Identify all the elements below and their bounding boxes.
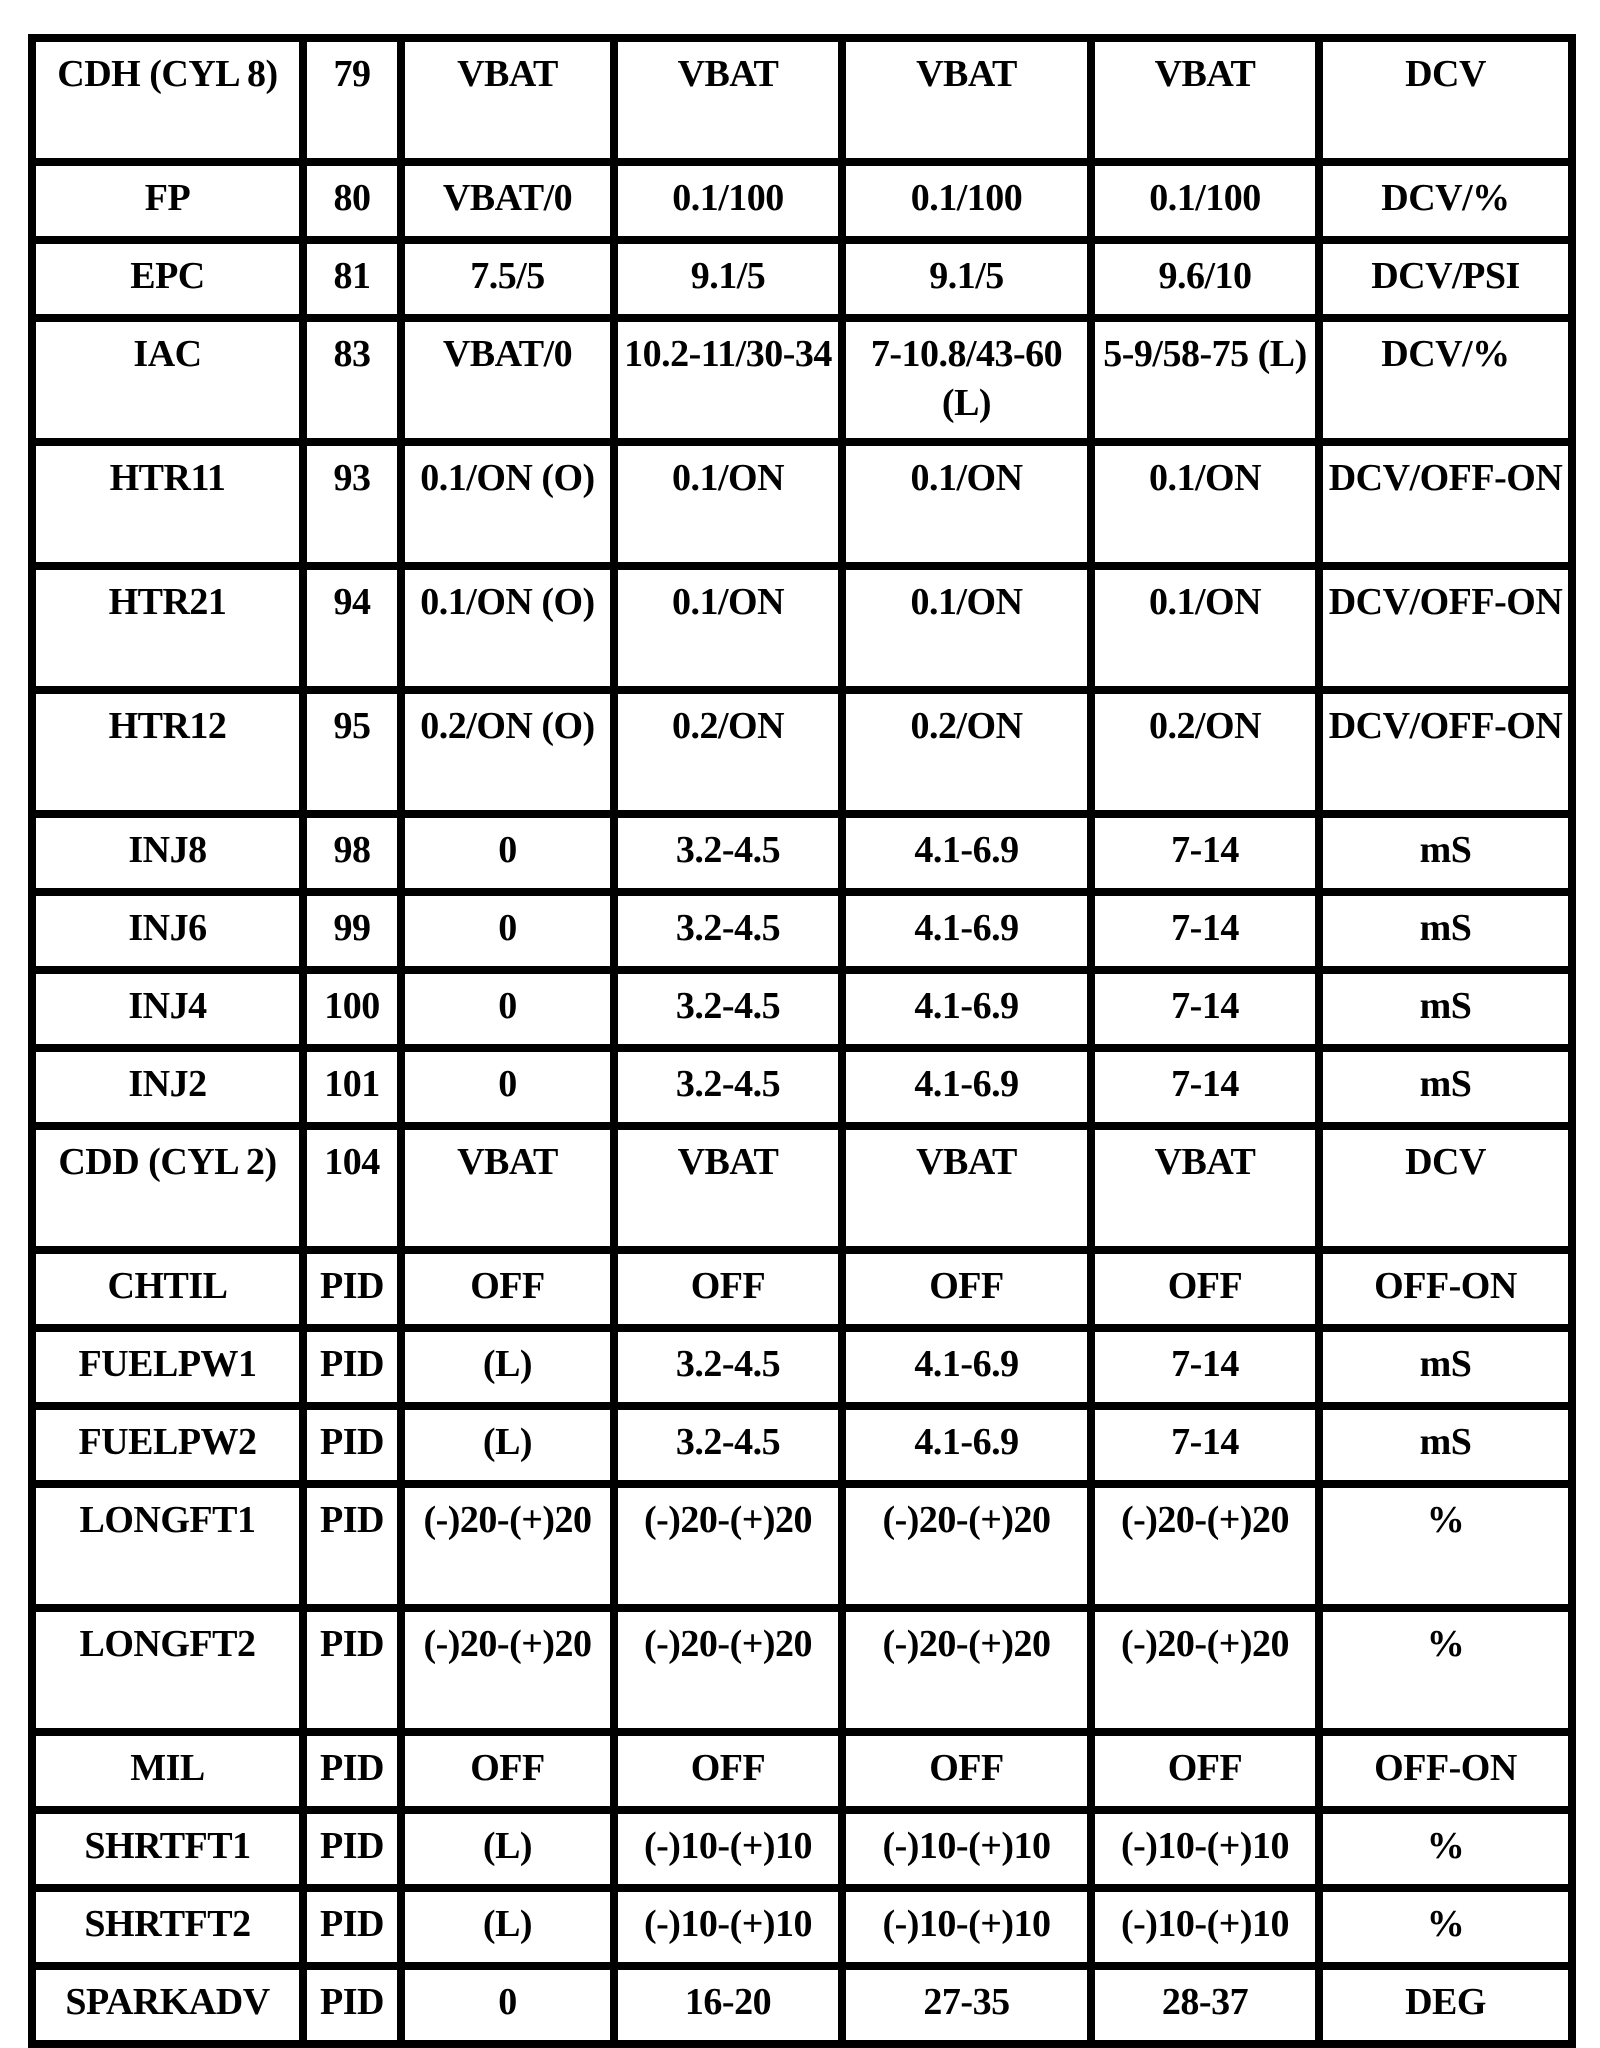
unit-cell: % [1323,1814,1568,1884]
value-cell-3: OFF [846,1254,1087,1324]
signal-name-cell: SHRTFT1 [36,1814,299,1884]
value-cell-3: 4.1-6.9 [846,818,1087,888]
signal-name-cell: INJ8 [36,818,299,888]
value-cell-2: 10.2-11/30-34 [618,322,838,438]
value-cell-1: 7.5/5 [405,244,610,314]
value-cell-4: (-)10-(+)10 [1095,1814,1315,1884]
value-cell-1: 0 [405,896,610,966]
signal-name-cell: FP [36,166,299,236]
unit-cell: DCV/OFF-ON [1323,694,1568,810]
unit-cell: DCV/OFF-ON [1323,446,1568,562]
value-cell-2: (-)10-(+)10 [618,1814,838,1884]
unit-cell: mS [1323,896,1568,966]
value-cell-4: 7-14 [1095,974,1315,1044]
value-cell-2: OFF [618,1254,838,1324]
value-cell-1: VBAT/0 [405,166,610,236]
value-cell-4: 0.1/ON [1095,446,1315,562]
unit-cell: DEG [1323,1970,1568,2040]
signal-name-cell: FUELPW2 [36,1410,299,1480]
table-row [36,244,1568,314]
value-cell-1: VBAT [405,42,610,158]
signal-name-cell: CDD (CYL 2) [36,1130,299,1246]
table-row [36,1130,1568,1246]
value-cell-2: (-)20-(+)20 [618,1612,838,1728]
value-cell-1: (L) [405,1892,610,1962]
pin-cell: PID [307,1892,397,1962]
table-row [36,974,1568,1044]
value-cell-2: 3.2-4.5 [618,1332,838,1402]
value-cell-1: (-)20-(+)20 [405,1612,610,1728]
table-row [36,896,1568,966]
value-cell-2: VBAT [618,42,838,158]
pin-cell: 99 [307,896,397,966]
value-cell-3: 4.1-6.9 [846,1332,1087,1402]
table-row [36,1612,1568,1728]
value-cell-2: 3.2-4.5 [618,974,838,1044]
pin-cell: 104 [307,1130,397,1246]
value-cell-4: 7-14 [1095,818,1315,888]
pin-cell: 93 [307,446,397,562]
signal-name-cell: CHTIL [36,1254,299,1324]
unit-cell: DCV/OFF-ON [1323,570,1568,686]
value-cell-3: 4.1-6.9 [846,1052,1087,1122]
value-cell-3: 0.1/ON [846,446,1087,562]
table-row [36,1892,1568,1962]
signal-name-cell: IAC [36,322,299,438]
value-cell-4: 7-14 [1095,1332,1315,1402]
value-cell-3: 27-35 [846,1970,1087,2040]
specification-table [28,34,1576,2048]
table-row [36,166,1568,236]
pin-cell: PID [307,1814,397,1884]
signal-name-cell: LONGFT2 [36,1612,299,1728]
table-row [36,818,1568,888]
signal-name-cell: INJ6 [36,896,299,966]
pin-cell: 101 [307,1052,397,1122]
unit-cell: DCV/PSI [1323,244,1568,314]
value-cell-4: 9.6/10 [1095,244,1315,314]
signal-name-cell: SPARKADV [36,1970,299,2040]
table-row [36,1332,1568,1402]
value-cell-3: 0.2/ON [846,694,1087,810]
table-row [36,1052,1568,1122]
value-cell-4: 0.2/ON [1095,694,1315,810]
value-cell-4: (-)10-(+)10 [1095,1892,1315,1962]
unit-cell: mS [1323,1052,1568,1122]
value-cell-1: (L) [405,1332,610,1402]
pin-cell: PID [307,1736,397,1806]
signal-name-cell: EPC [36,244,299,314]
table-row [36,1410,1568,1480]
unit-cell: mS [1323,818,1568,888]
pin-cell: PID [307,1612,397,1728]
unit-cell: OFF-ON [1323,1736,1568,1806]
value-cell-3: (-)20-(+)20 [846,1488,1087,1604]
value-cell-3: 0.1/ON [846,570,1087,686]
value-cell-3: 7-10.8/43-60 (L) [846,322,1087,438]
value-cell-1: 0 [405,974,610,1044]
value-cell-2: 3.2-4.5 [618,818,838,888]
table-row [36,570,1568,686]
table-row [36,694,1568,810]
value-cell-1: (-)20-(+)20 [405,1488,610,1604]
pin-cell: 94 [307,570,397,686]
value-cell-1: 0.2/ON (O) [405,694,610,810]
value-cell-4: 7-14 [1095,1052,1315,1122]
pin-cell: PID [307,1488,397,1604]
pin-cell: 80 [307,166,397,236]
value-cell-3: (-)10-(+)10 [846,1892,1087,1962]
value-cell-3: (-)10-(+)10 [846,1814,1087,1884]
value-cell-3: 0.1/100 [846,166,1087,236]
value-cell-1: 0 [405,1970,610,2040]
table-row [36,446,1568,562]
value-cell-1: OFF [405,1736,610,1806]
value-cell-1: 0 [405,818,610,888]
table-row [36,1736,1568,1806]
value-cell-1: VBAT [405,1130,610,1246]
unit-cell: mS [1323,1410,1568,1480]
value-cell-4: OFF [1095,1736,1315,1806]
value-cell-1: OFF [405,1254,610,1324]
unit-cell: DCV [1323,1130,1568,1246]
value-cell-2: 0.1/ON [618,446,838,562]
value-cell-2: 9.1/5 [618,244,838,314]
value-cell-1: 0.1/ON (O) [405,446,610,562]
value-cell-3: 9.1/5 [846,244,1087,314]
pin-cell: 83 [307,322,397,438]
unit-cell: DCV [1323,42,1568,158]
signal-name-cell: HTR21 [36,570,299,686]
value-cell-4: VBAT [1095,1130,1315,1246]
unit-cell: % [1323,1488,1568,1604]
value-cell-2: (-)20-(+)20 [618,1488,838,1604]
pin-cell: PID [307,1254,397,1324]
value-cell-3: VBAT [846,42,1087,158]
pin-cell: 95 [307,694,397,810]
table-row [36,1488,1568,1604]
value-cell-4: 28-37 [1095,1970,1315,2040]
value-cell-4: 5-9/58-75 (L) [1095,322,1315,438]
signal-name-cell: SHRTFT2 [36,1892,299,1962]
value-cell-4: VBAT [1095,42,1315,158]
value-cell-4: (-)20-(+)20 [1095,1612,1315,1728]
signal-name-cell: HTR11 [36,446,299,562]
value-cell-4: 0.1/100 [1095,166,1315,236]
pin-cell: 98 [307,818,397,888]
value-cell-4: OFF [1095,1254,1315,1324]
unit-cell: mS [1323,1332,1568,1402]
unit-cell: mS [1323,974,1568,1044]
signal-name-cell: FUELPW1 [36,1332,299,1402]
signal-name-cell: INJ4 [36,974,299,1044]
pin-cell: 100 [307,974,397,1044]
value-cell-2: 0.2/ON [618,694,838,810]
value-cell-2: 0.1/100 [618,166,838,236]
signal-name-cell: MIL [36,1736,299,1806]
pin-cell: PID [307,1332,397,1402]
value-cell-2: VBAT [618,1130,838,1246]
value-cell-2: OFF [618,1736,838,1806]
unit-cell: % [1323,1892,1568,1962]
unit-cell: OFF-ON [1323,1254,1568,1324]
value-cell-2: (-)10-(+)10 [618,1892,838,1962]
value-cell-3: VBAT [846,1130,1087,1246]
value-cell-2: 0.1/ON [618,570,838,686]
unit-cell: DCV/% [1323,322,1568,438]
value-cell-1: 0.1/ON (O) [405,570,610,686]
value-cell-2: 3.2-4.5 [618,1410,838,1480]
value-cell-1: (L) [405,1814,610,1884]
table-row [36,1254,1568,1324]
value-cell-4: 7-14 [1095,1410,1315,1480]
value-cell-2: 16-20 [618,1970,838,2040]
value-cell-4: (-)20-(+)20 [1095,1488,1315,1604]
signal-name-cell: HTR12 [36,694,299,810]
unit-cell: DCV/% [1323,166,1568,236]
table-row [36,1970,1568,2040]
value-cell-1: 0 [405,1052,610,1122]
signal-name-cell: LONGFT1 [36,1488,299,1604]
value-cell-2: 3.2-4.5 [618,896,838,966]
value-cell-3: 4.1-6.9 [846,896,1087,966]
value-cell-1: VBAT/0 [405,322,610,438]
value-cell-2: 3.2-4.5 [618,1052,838,1122]
pin-cell: 81 [307,244,397,314]
table-row [36,42,1568,158]
table-row [36,1814,1568,1884]
pin-cell: PID [307,1410,397,1480]
value-cell-1: (L) [405,1410,610,1480]
value-cell-4: 0.1/ON [1095,570,1315,686]
signal-name-cell: INJ2 [36,1052,299,1122]
value-cell-3: (-)20-(+)20 [846,1612,1087,1728]
unit-cell: % [1323,1612,1568,1728]
value-cell-3: 4.1-6.9 [846,1410,1087,1480]
signal-name-cell: CDH (CYL 8) [36,42,299,158]
pin-cell: PID [307,1970,397,2040]
pin-cell: 79 [307,42,397,158]
value-cell-3: OFF [846,1736,1087,1806]
value-cell-4: 7-14 [1095,896,1315,966]
table-row [36,322,1568,438]
value-cell-3: 4.1-6.9 [846,974,1087,1044]
